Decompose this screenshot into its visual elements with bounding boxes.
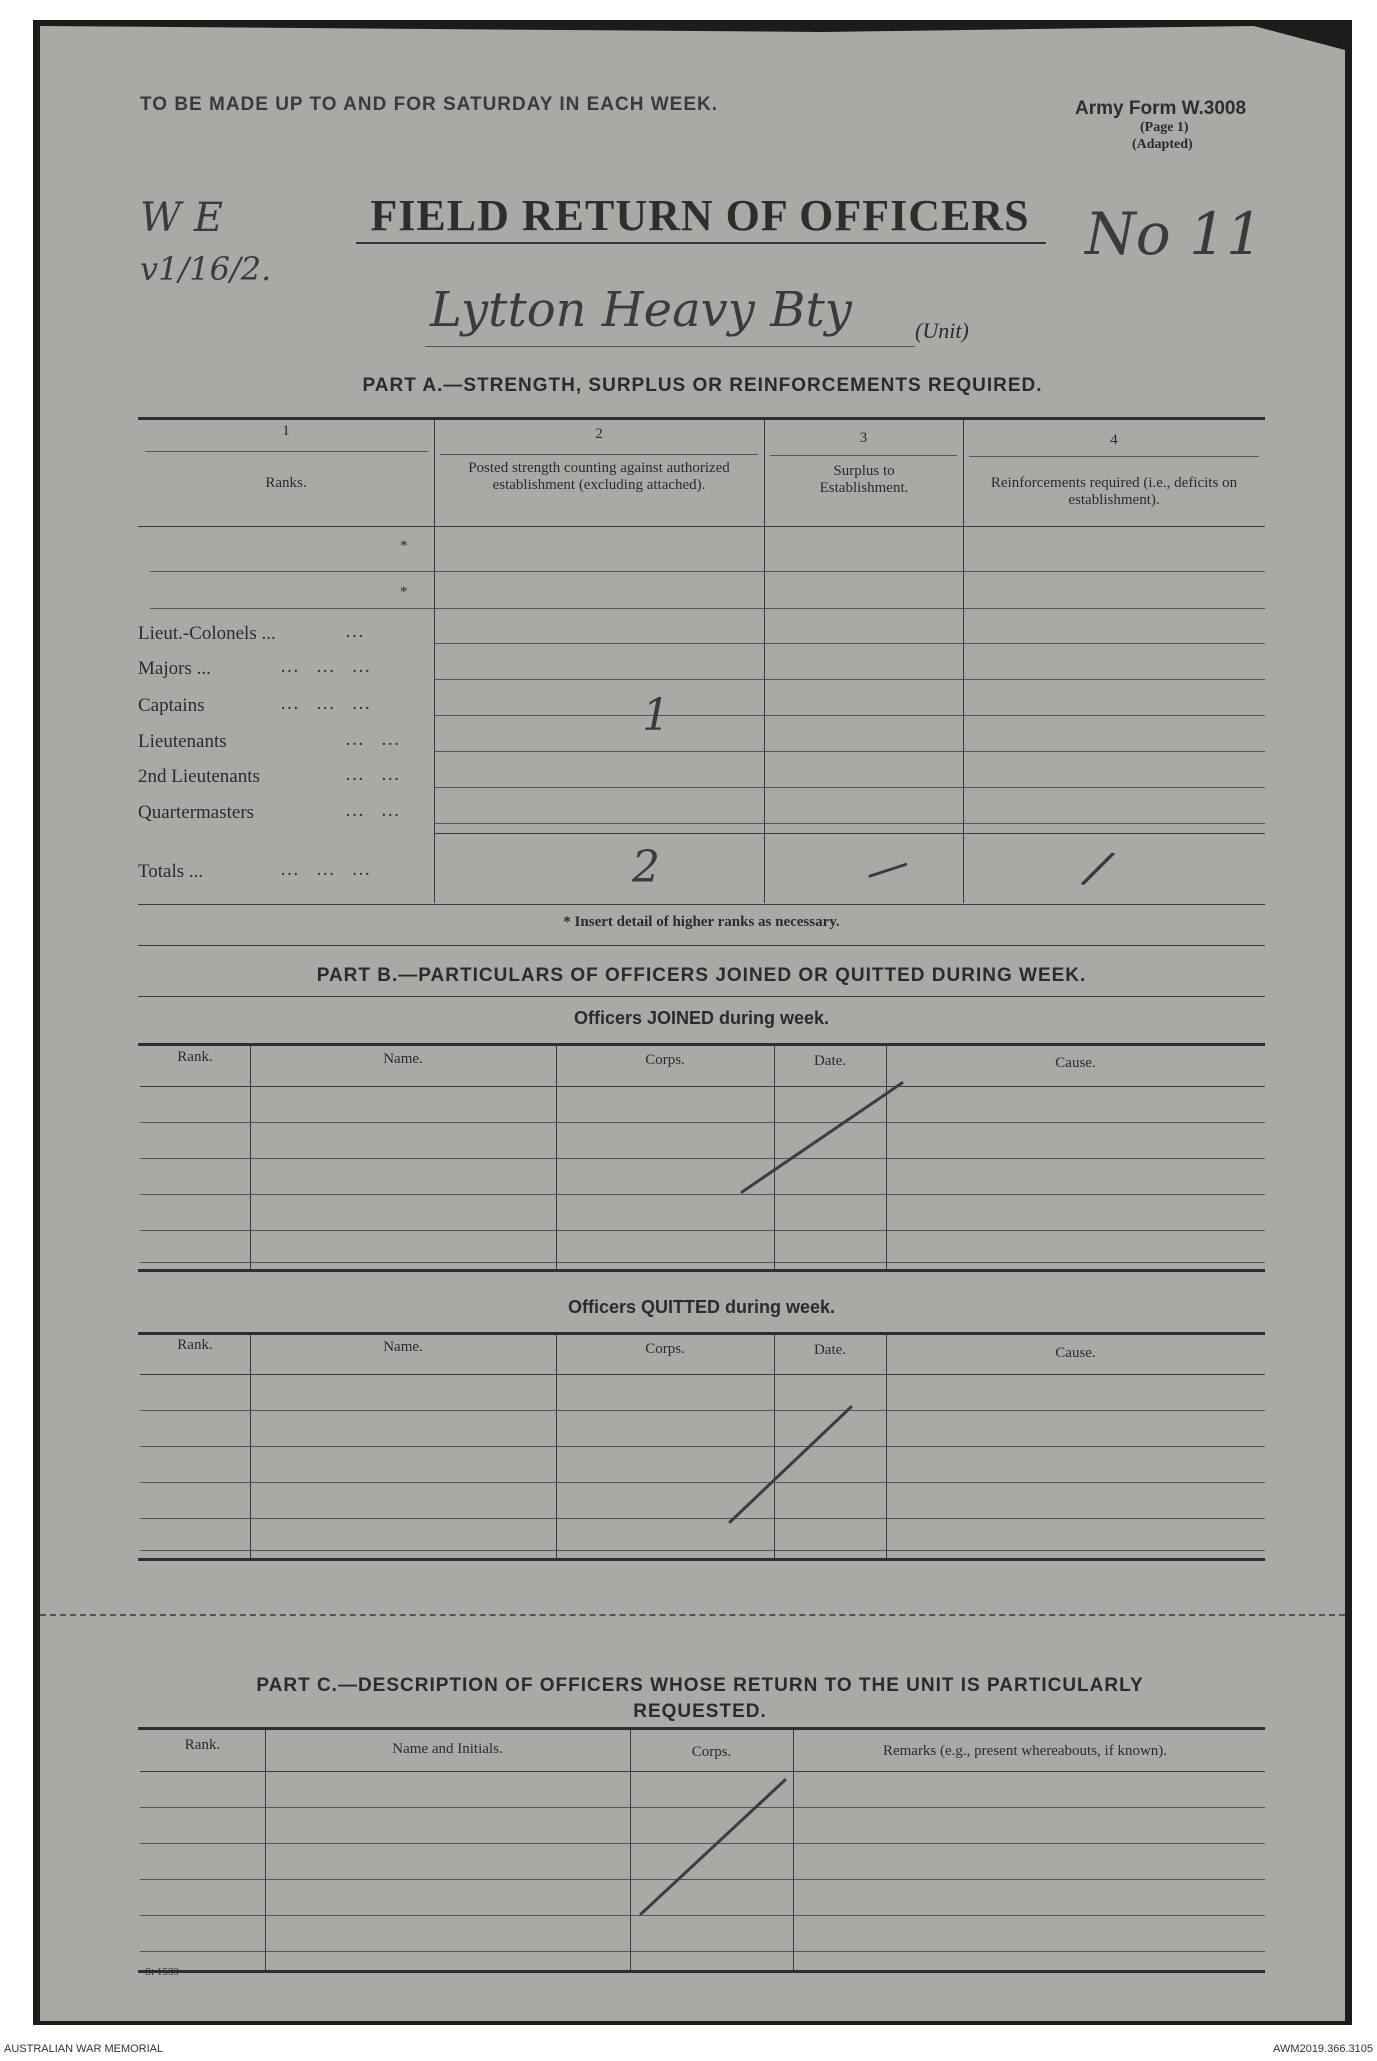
star-mark: * bbox=[400, 538, 408, 554]
totals-label: Totals ... bbox=[138, 861, 204, 882]
rank-quartermasters: Quartermasters bbox=[138, 802, 255, 823]
leader-dots: … … bbox=[345, 800, 406, 821]
handwritten-ref: W E bbox=[140, 195, 224, 241]
col-num-1: 1 bbox=[282, 423, 290, 439]
joined-col-corps: Corps. bbox=[645, 1052, 685, 1068]
star-mark: * bbox=[400, 584, 408, 600]
totals-reinforcements-value: / bbox=[1081, 838, 1115, 898]
joined-col-cause: Cause. bbox=[1055, 1055, 1096, 1071]
partc-col-name: Name and Initials. bbox=[392, 1741, 503, 1757]
totals-surplus-value: — bbox=[858, 836, 916, 899]
col-label-reinforcements: Reinforcements required (i.e., deficits on establishment). bbox=[990, 475, 1238, 508]
page-title: FIELD RETURN OF OFFICERS bbox=[370, 191, 1030, 240]
quitted-col-rank: Rank. bbox=[177, 1337, 213, 1353]
partc-col-rank: Rank. bbox=[184, 1737, 221, 1753]
print-code: St 1539 bbox=[145, 1966, 179, 1978]
partc-col-remarks: Remarks (e.g., present whereabouts, if known). bbox=[882, 1743, 1168, 1759]
unit-label: (Unit) bbox=[915, 318, 969, 343]
col-num-4: 4 bbox=[1110, 432, 1118, 448]
totals-posted-value: 2 bbox=[632, 842, 660, 893]
leader-dots: … … bbox=[345, 764, 406, 785]
col-label-posted-strength: Posted strength counting against authorized establishment (excluding attached). bbox=[468, 460, 730, 493]
joined-strike-line bbox=[742, 1083, 902, 1192]
footer-right: AWM2019.366.3105 bbox=[1273, 2043, 1373, 2055]
joined-col-date: Date. bbox=[813, 1053, 847, 1069]
leader-dots: … … … bbox=[280, 693, 377, 714]
part-a-footnote: * Insert detail of higher ranks as necessary. bbox=[563, 914, 840, 930]
partc-strike-line bbox=[641, 1780, 785, 1914]
quitted-col-name: Name. bbox=[383, 1339, 423, 1355]
partc-col-corps: Corps. bbox=[691, 1744, 732, 1760]
part-c-heading: PART C.—DESCRIPTION OF OFFICERS WHOSE RETURN TO THE UNIT IS PARTICULARLY REQUESTED. bbox=[256, 1675, 1144, 1722]
rank-captains: Captains bbox=[138, 695, 205, 716]
leader-dots: … … … bbox=[280, 656, 377, 677]
col-label-ranks: Ranks. bbox=[265, 475, 307, 491]
form-adapted: (Adapted) bbox=[1132, 137, 1193, 152]
form-number: Army Form W.3008 bbox=[1075, 98, 1247, 119]
joined-title: Officers JOINED during week. bbox=[573, 1008, 830, 1028]
rank-lieut-colonels: Lieut.-Colonels ... bbox=[138, 623, 276, 644]
leader-dots: … … … bbox=[280, 859, 377, 880]
quitted-col-date: Date. bbox=[813, 1342, 847, 1358]
handwritten-ref2: v1/16/2. bbox=[140, 250, 272, 288]
quitted-col-corps: Corps. bbox=[645, 1341, 685, 1357]
part-b-heading: PART B.—PARTICULARS OF OFFICERS JOINED OR QUITTED DURING WEEK. bbox=[316, 965, 1087, 986]
leader-dots: … bbox=[345, 621, 370, 642]
quitted-title: Officers QUITTED during week. bbox=[567, 1297, 836, 1317]
joined-col-rank: Rank. bbox=[177, 1049, 213, 1065]
col-num-2: 2 bbox=[595, 426, 603, 442]
rank-2nd-lieutenants: 2nd Lieutenants bbox=[138, 766, 260, 787]
joined-col-name: Name. bbox=[383, 1051, 423, 1067]
footer-left: AUSTRALIAN WAR MEMORIAL bbox=[4, 2043, 164, 2055]
form-page: (Page 1) bbox=[1140, 120, 1189, 135]
instruction-text: TO BE MADE UP TO AND FOR SATURDAY IN EACH WEEK. bbox=[140, 94, 718, 115]
captains-posted-value: 1 bbox=[642, 690, 670, 741]
rank-majors: Majors ... bbox=[138, 658, 211, 679]
handwritten-number: No 11 bbox=[1085, 200, 1263, 268]
quitted-strike-line bbox=[730, 1407, 851, 1522]
leader-dots: … … bbox=[345, 729, 406, 750]
part-a-heading: PART A.—STRENGTH, SURPLUS OR REINFORCEMENTS REQUIRED. bbox=[362, 375, 1043, 396]
handwritten-unit: Lytton Heavy Bty bbox=[430, 282, 852, 338]
col-num-3: 3 bbox=[859, 430, 868, 446]
rank-lieutenants: Lieutenants bbox=[138, 731, 227, 752]
quitted-col-cause: Cause. bbox=[1055, 1345, 1096, 1361]
col-label-surplus: Surplus to Establishment. bbox=[819, 463, 909, 496]
